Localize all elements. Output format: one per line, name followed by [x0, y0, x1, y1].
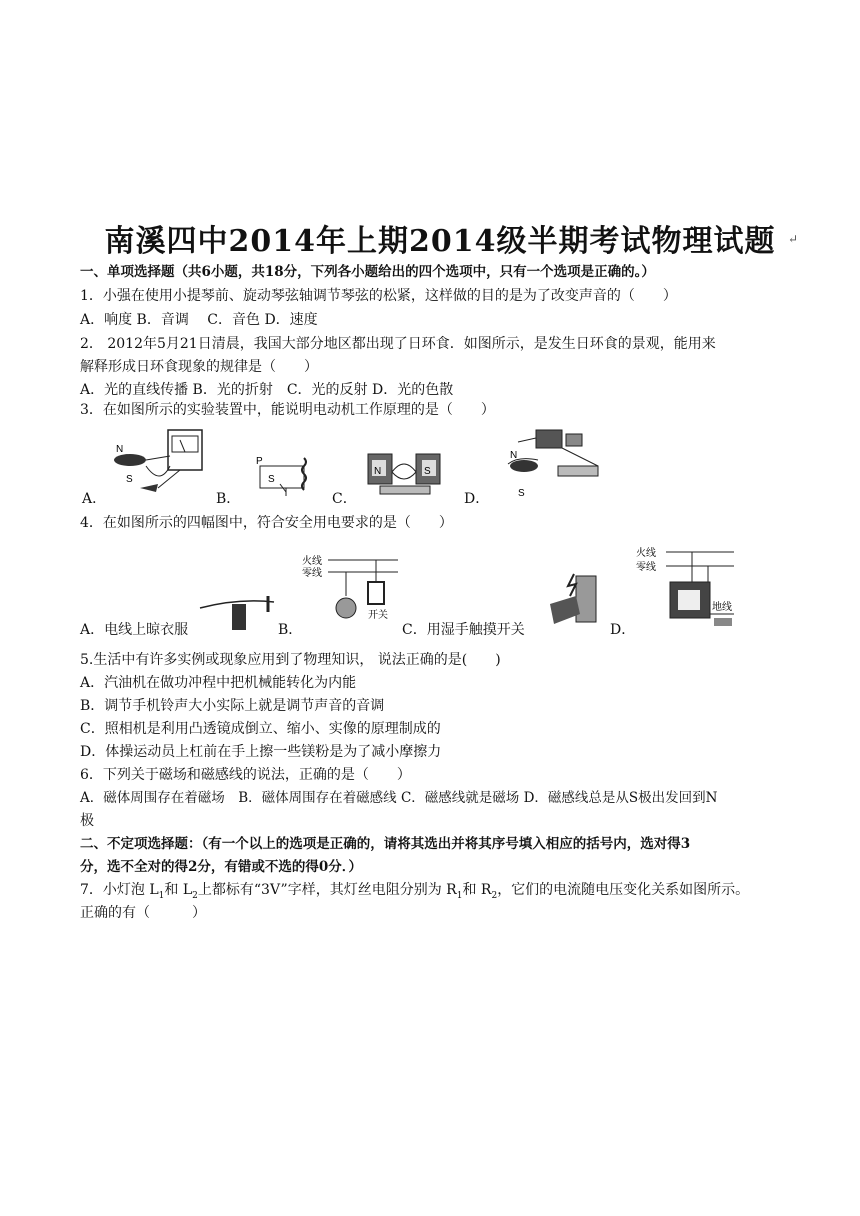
q4-text: 4．在如图所示的四幅图中，符合安全用电要求的是（ ）	[80, 515, 453, 531]
q5-option-b: B．调节手机铃声大小实际上就是调节声音的音调	[80, 698, 385, 714]
q4-figure-b-lamp-switch	[300, 552, 400, 632]
q5-option-c: C．照相机是利用凸透镜成倒立、缩小、实像的原理制成的	[80, 721, 441, 737]
q1-options: A．响度 B．音调 C．音色 D．速度	[80, 312, 318, 328]
q3-text: 3．在如图所示的实验装置中，能说明电动机工作原理的是（ ）	[80, 402, 495, 418]
fig-d-neutral-label: 零线	[636, 562, 656, 573]
q7-text-line1: 7．小灯泡 $L_1$和 $L_2$上都标有“3V”字样，其灯丝电阻分别为 $R_1$和 $R_2$，它们的电流随电压变化关系如图所示。	[80, 882, 750, 901]
fig-b-p-label: P	[256, 456, 263, 467]
fig-b-s-label: S	[268, 474, 275, 485]
q3-option-d-label: D．	[464, 491, 490, 507]
fig-a-s-label: S	[126, 474, 133, 485]
q6-options-line2: 极	[80, 813, 94, 829]
q5-text: 5.生活中有许多实例或现象应用到了物理知识， 说法正确的是( )	[80, 652, 501, 668]
q7-text-line2: 正确的有（ ）	[80, 905, 206, 921]
page-title: 南溪四中2014年上期2014级半期考试物理试题	[104, 224, 776, 259]
q6-text: 6．下列关于磁场和磁感线的说法，正确的是（ ）	[80, 767, 411, 783]
q4-figure-a-clothes-on-wire	[198, 588, 278, 634]
section2-heading-line1: 二、不定项选择题：（有一个以上的选项是正确的，请将其选出并将其序号填入相应的括号内，选对得3	[80, 836, 691, 852]
q3-option-a-label: A．	[82, 491, 107, 507]
q2-options: A．光的直线传播 B．光的折射 C．光的反射 D．光的色散	[80, 382, 454, 398]
q6-options-line1: A．磁体周围存在着磁场 B．磁体周围存在着磁感线 C．磁感线就是磁场 D．磁感线总是从S极出发回到N	[80, 790, 718, 806]
q4-option-c-label: C．用湿手触摸开关	[402, 622, 525, 638]
fig-a-n-label: N	[116, 444, 124, 455]
q5-option-d: D．体操运动员上杠前在手上擦一些镁粉是为了减小摩擦力	[80, 744, 442, 760]
fig-b-neutral-label: 零线	[302, 568, 322, 579]
q2-text-line2: 解释形成日环食现象的规律是（ ）	[80, 359, 318, 375]
return-mark-icon: ↵	[788, 232, 799, 246]
q3-option-b-label: B．	[216, 491, 241, 507]
fig-b-live-label: 火线	[302, 556, 322, 567]
q4-figure-d-grounded-appliance	[636, 542, 736, 632]
fig-d-s-label: S	[518, 488, 525, 499]
q3-option-c-label: C．	[332, 491, 357, 507]
q3-figure-a-galvanometer	[100, 426, 210, 502]
q3-figure-c-motor	[360, 446, 450, 500]
fig-d-ground-label: 地线	[712, 602, 732, 613]
fig-b-switch-label: 开关	[368, 610, 388, 621]
section2-heading-line2: 分，选不全对的得2分，有错或不选的得0分．）	[80, 859, 363, 875]
fig-d-n-label: N	[510, 450, 518, 461]
fig-c-n-label: N	[374, 466, 382, 477]
q5-option-a: A．汽油机在做功冲程中把机械能转化为内能	[80, 675, 357, 691]
q4-option-b-label: B．	[278, 622, 303, 638]
q4-option-a-label: A．电线上晾衣服	[80, 622, 189, 638]
q4-option-d-label: D．	[610, 622, 636, 638]
q4-figure-c-wet-hand-switch	[546, 570, 602, 632]
q2-text-line1: 2． 2012年5月21日清晨，我国大部分地区都出现了日环食．如图所示，是发生日环食的景观，能用来	[80, 336, 716, 352]
fig-c-s-label: S	[424, 466, 431, 477]
q1-text: 1．小强在使用小提琴前、旋动琴弦轴调节琴弦的松紧，这样做的目的是为了改变声音的（ ）	[80, 288, 677, 304]
q3-figure-b-electromagnet	[246, 448, 326, 498]
section1-heading: 一、单项选择题（共6小题，共18分，下列各小题给出的四个选项中，只有一个选项是正确的。）	[80, 264, 655, 280]
fig-d-live-label: 火线	[636, 548, 656, 559]
q3-figure-d-circuit	[498, 426, 608, 500]
